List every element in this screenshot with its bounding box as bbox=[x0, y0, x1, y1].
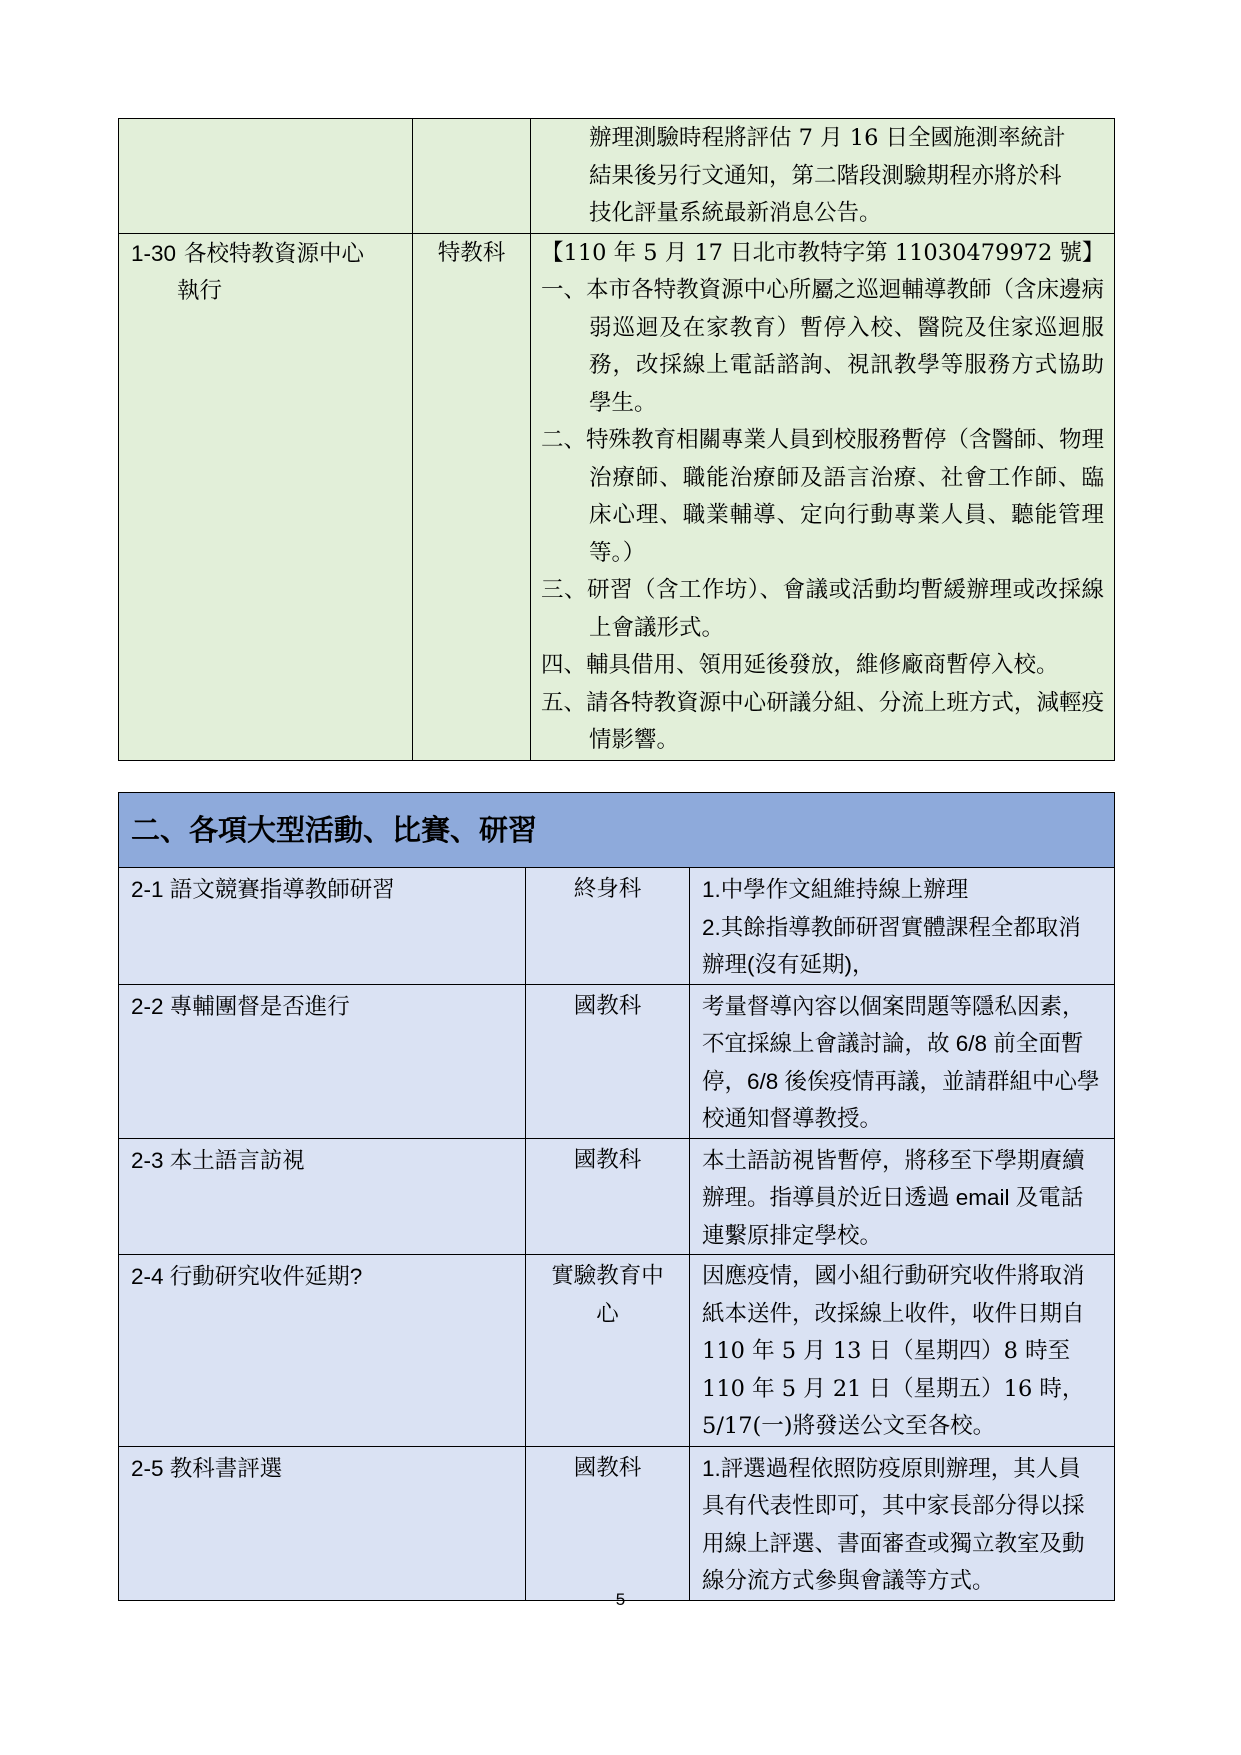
row-content: 本土語訪視皆暫停，將移至下學期賡續辦理。指導員於近日透過 email 及電話連繫原排定學校。 bbox=[690, 1138, 1115, 1255]
list-item: 二、特殊教育相關專業人員到校服務暫停（含醫師、物理治療師、職能治療師及語言治療、社會工作師、臨床心理、職業輔導、定向行動專業人員、聽能管理等。） bbox=[541, 427, 1104, 566]
item-cell bbox=[119, 233, 413, 760]
row-unit: 終身科 bbox=[526, 868, 690, 985]
row-index: 2-4 bbox=[131, 1264, 164, 1289]
item-cell bbox=[119, 1138, 526, 1255]
list-item: 三、研習（含工作坊）、會議或活動均暫緩辦理或改採線上會議形式。 bbox=[541, 577, 1104, 641]
item-cell bbox=[119, 119, 413, 234]
item-cell bbox=[119, 868, 526, 985]
content-line: 1.中學作文組維持線上辦理 bbox=[702, 877, 969, 902]
list-item: 一、本市各特教資源中心所屬之巡迴輔導教師（含床邊病弱巡迴及在家教育）暫停入校、醫院及住家巡迴服務，改採線上電話諮詢、視訊教學等服務方式協助學生。 bbox=[541, 277, 1104, 416]
content-cell bbox=[531, 233, 1115, 760]
row-unit: 國教科 bbox=[526, 1446, 690, 1600]
row-index: 1-30 bbox=[131, 240, 177, 266]
row-item: 本土語言訪視 bbox=[169, 1147, 305, 1173]
row-content: 考量督導內容以個案問題等隱私因素，不宜採線上會議討論，故 6/8 前全面暫停，6/8 後俟疫情再議，並請群組中心學校通知督導教授。 bbox=[690, 984, 1115, 1138]
row-item: 行動研究收件延期? bbox=[169, 1264, 363, 1289]
content-line: 技化評量系統最新消息公告。 bbox=[589, 200, 882, 226]
list-item: 五、請各特教資源中心研議分組、分流上班方式，減輕疫情影響。 bbox=[541, 689, 1104, 753]
item-cell bbox=[119, 984, 526, 1138]
content-line: 辦理測驗時程將評估 7 月 16 日全國施測率統計 bbox=[589, 125, 1066, 151]
row-index: 2-1 bbox=[131, 877, 164, 902]
list-item: 四、輔具借用、領用延後發放，維修廠商暫停入校。 bbox=[541, 652, 1059, 678]
table-row bbox=[119, 233, 1115, 760]
row-item: 語文競賽指導教師研習 bbox=[169, 877, 395, 902]
section-title: 二、各項大型活動、比賽、研習 bbox=[119, 793, 1115, 868]
row-unit: 國教科 bbox=[526, 984, 690, 1138]
item-cell bbox=[119, 1446, 526, 1600]
content-line: 結果後另行文通知，第二階段測驗期程亦將於科 bbox=[589, 162, 1062, 189]
row-content: 1.評選過程依照防疫原則辦理，其人員具有代表性即可，其中家長部分得以採用線上評選、書面審查或獨立教室及動線分流方式參與會議等方式。 bbox=[690, 1446, 1115, 1600]
table-row bbox=[119, 984, 1115, 1138]
row-unit: 實驗教育中心 bbox=[526, 1255, 690, 1447]
special-education-table bbox=[118, 118, 1115, 761]
table-row bbox=[119, 1446, 1115, 1600]
row-item: 教科書評選 bbox=[169, 1455, 283, 1481]
row-item-cont: 執行 bbox=[177, 278, 223, 304]
table-row bbox=[119, 868, 1115, 985]
content-cell bbox=[690, 868, 1115, 985]
item-cell bbox=[119, 1255, 526, 1447]
table-row bbox=[119, 1138, 1115, 1255]
content-line: 2.其餘指導教師研習實體課程全都取消辦理(沒有延期)， bbox=[702, 914, 1081, 977]
row-index: 2-5 bbox=[131, 1455, 164, 1481]
content-cell bbox=[531, 119, 1115, 234]
row-item: 專輔團督是否進行 bbox=[169, 993, 350, 1019]
row-index: 2-2 bbox=[131, 993, 164, 1019]
row-unit: 特教科 bbox=[437, 239, 506, 266]
unit-cell bbox=[413, 119, 531, 234]
table-row bbox=[119, 119, 1115, 234]
row-unit: 國教科 bbox=[526, 1138, 690, 1255]
unit-cell bbox=[413, 233, 531, 760]
page-number: 5 bbox=[615, 1590, 626, 1609]
row-item: 各校特教資源中心 bbox=[184, 240, 365, 267]
row-content: 因應疫情，國小組行動研究收件將取消紙本送件，改採線上收件，收件日期自 110 年 5 月 13 日（星期四）8 時至 110 年 5 月 21 日（星期五）16 時，5/17(一)將發送公文至各校。 bbox=[690, 1255, 1115, 1447]
row-index: 2-3 bbox=[131, 1147, 164, 1173]
activities-table bbox=[118, 792, 1115, 1601]
table-row bbox=[119, 1255, 1115, 1447]
document-reference: 【110 年 5 月 17 日北市教特字第 11030479972 號】 bbox=[541, 239, 1105, 266]
section-header-row bbox=[119, 793, 1115, 868]
